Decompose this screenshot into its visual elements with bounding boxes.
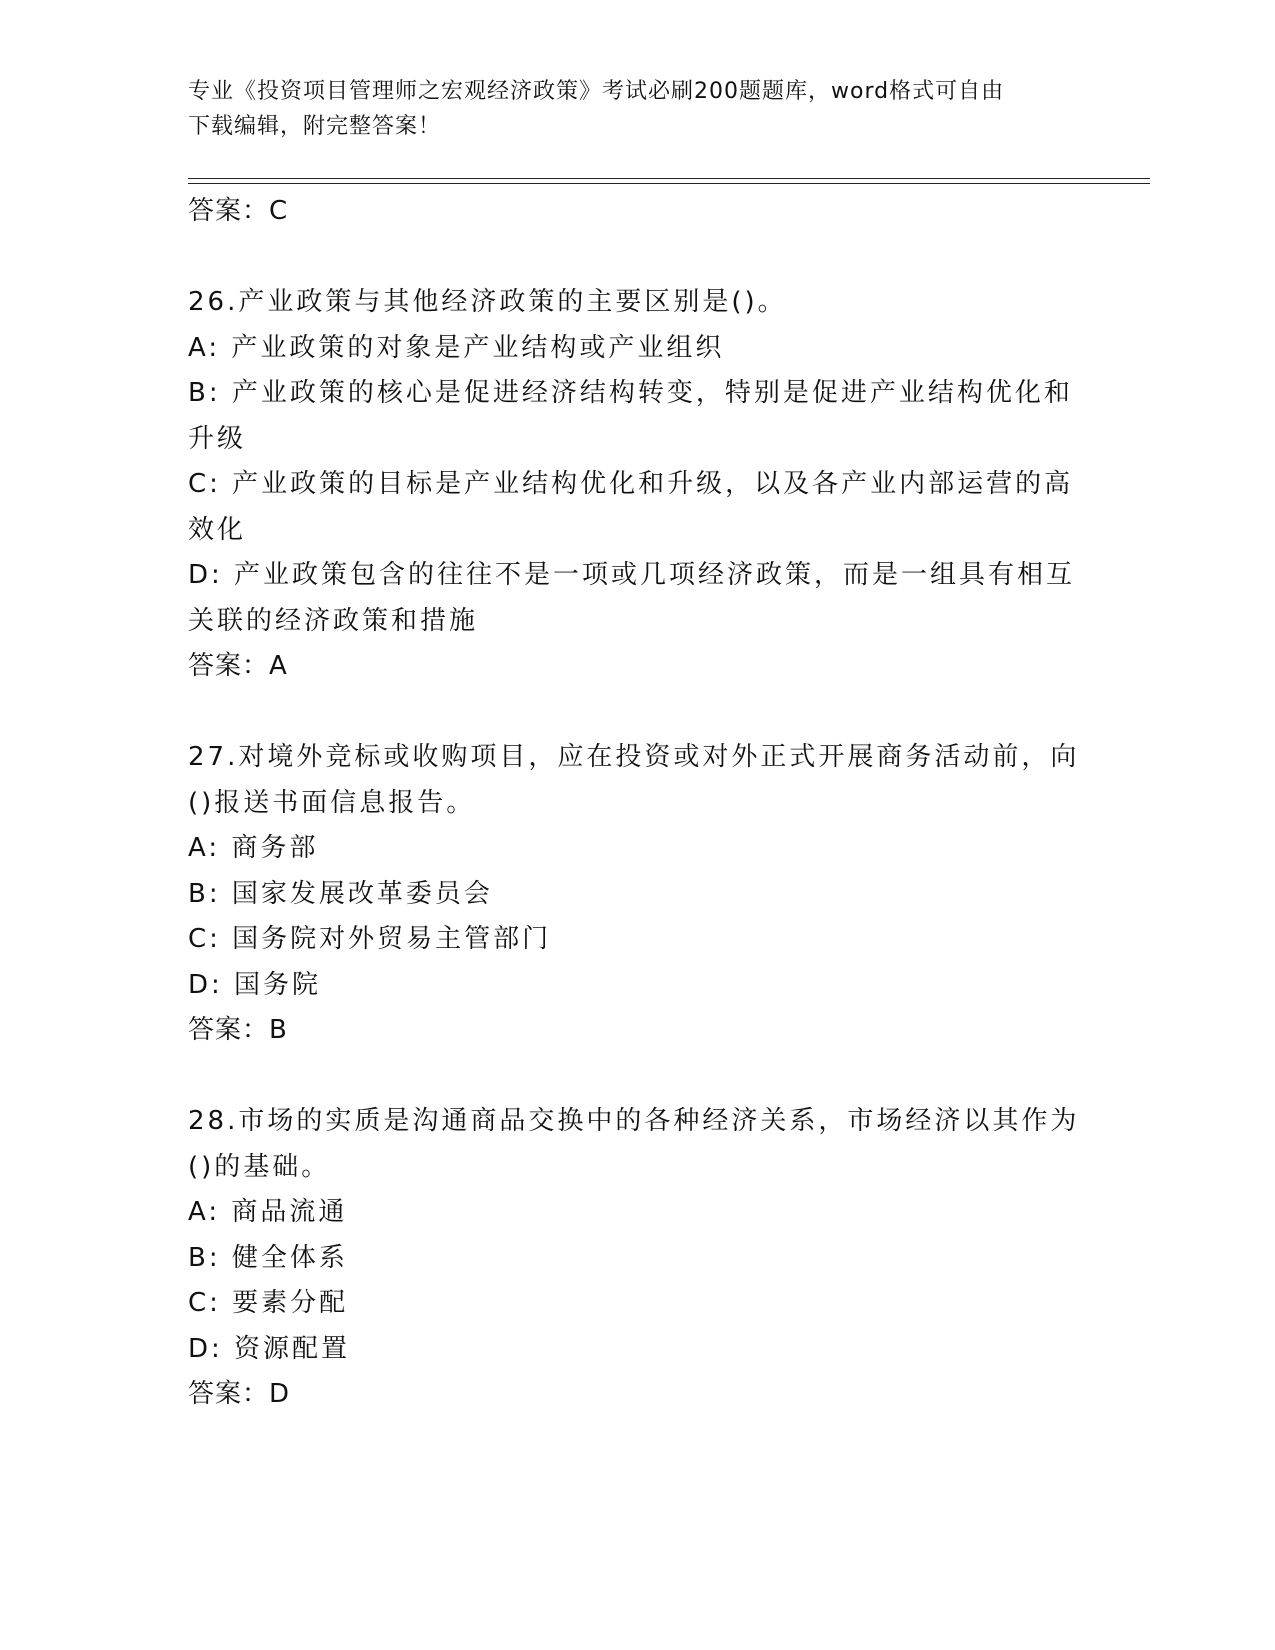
header-line-1: 专业《投资项目管理师之宏观经济政策》考试必刷200题题库，word格式可自由: [188, 79, 1005, 104]
header-line-2: 下载编辑，附完整答案！: [188, 114, 442, 139]
option-d: D: 国务院: [188, 969, 322, 1000]
option-c: C: 要素分配: [188, 1288, 349, 1318]
spacer: [188, 690, 1088, 736]
question-stem-continued: ()的基础。: [188, 1151, 331, 1182]
header-divider-top: [188, 178, 1150, 179]
header-divider-bottom: [188, 183, 1150, 184]
page-header: [188, 74, 1068, 144]
question-answer: 答案：D: [188, 1379, 291, 1409]
option-a: A: 商品流通: [188, 1197, 348, 1227]
question-stem: 26.产业政策与其他经济政策的主要区别是()。: [188, 287, 787, 317]
previous-answer: 答案：C: [188, 196, 289, 226]
question-stem: 27.对境外竞标或收购项目，应在投资或对外正式开展商务活动前，向: [188, 742, 1080, 772]
question-content: [188, 189, 1088, 1418]
option-b: B: 产业政策的核心是促进经济结构转变，特别是促进产业结构优化和: [188, 378, 1073, 408]
question-answer: 答案：B: [188, 1015, 288, 1045]
question-block: [188, 1099, 1088, 1418]
option-b-continued: 升级: [188, 423, 247, 454]
option-b: B: 健全体系: [188, 1242, 348, 1273]
question-block: [188, 735, 1088, 1054]
question-stem-continued: ()报送书面信息报告。: [188, 787, 476, 818]
option-a: A: 产业政策的对象是产业结构或产业组织: [188, 332, 725, 363]
option-a: A: 商务部: [188, 833, 319, 863]
question-answer: 答案：A: [188, 651, 288, 681]
question-stem: 28.市场的实质是沟通商品交换中的各种经济关系，市场经济以其作为: [188, 1106, 1080, 1136]
option-c: C: 国务院对外贸易主管部门: [188, 924, 552, 954]
spacer: [188, 1054, 1088, 1100]
option-d-continued: 关联的经济政策和措施: [188, 605, 479, 636]
option-d: D: 资源配置: [188, 1333, 351, 1364]
option-d: D: 产业政策包含的往往不是一项或几项经济政策，而是一组具有相互: [188, 560, 1076, 590]
question-block: [188, 280, 1088, 690]
option-c: C: 产业政策的目标是产业结构优化和升级，以及各产业内部运营的高: [188, 469, 1074, 499]
option-c-continued: 效化: [188, 514, 247, 545]
option-b: B: 国家发展改革委员会: [188, 878, 493, 909]
spacer: [188, 235, 1088, 281]
